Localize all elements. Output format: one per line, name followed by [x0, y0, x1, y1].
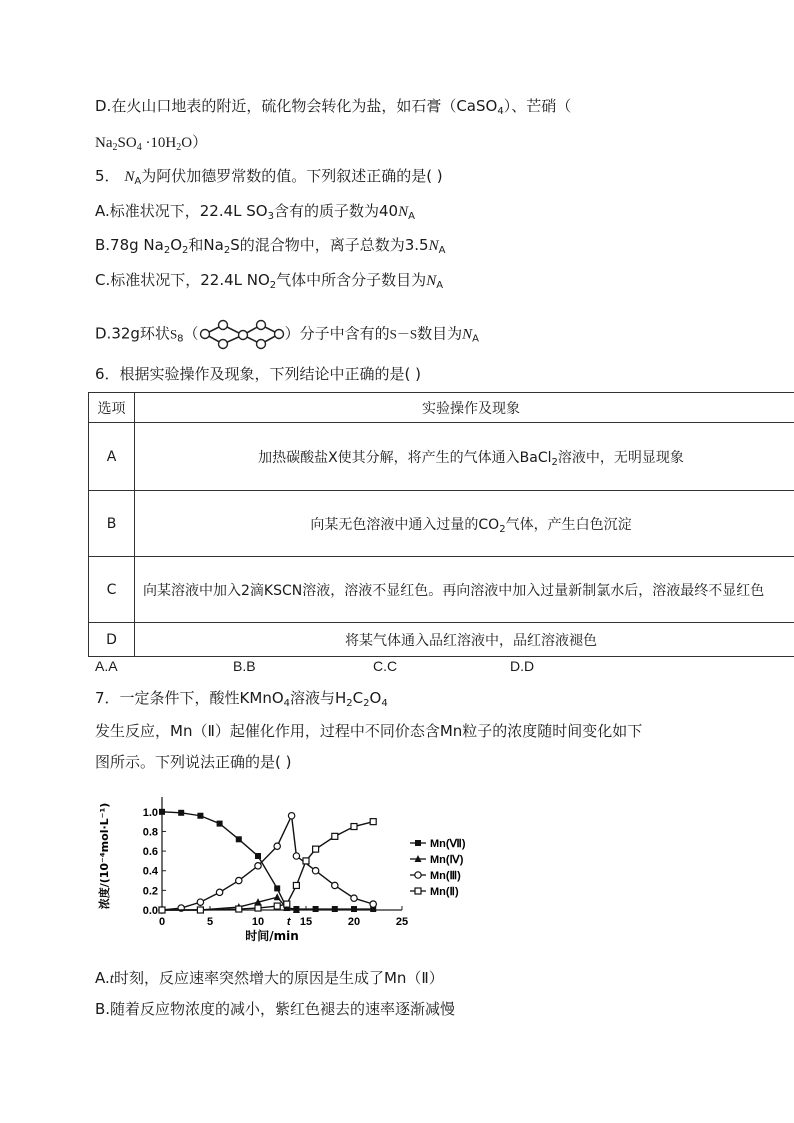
option-text: 气体中所含分子数目为 — [276, 271, 427, 289]
q7-stem-line3: 图所示。下列说法正确的是( ) — [95, 753, 292, 771]
x-tick-label: 5 — [206, 916, 214, 928]
subscript: 4 — [381, 698, 388, 709]
header-option: 选项 — [89, 393, 135, 423]
q5-option-a — [95, 201, 415, 222]
avogadro-symbol: N — [398, 204, 409, 220]
data-point — [288, 813, 294, 819]
row-text-part: 气体，产生白色沉淀 — [505, 516, 632, 533]
subscript: 2 — [499, 523, 506, 535]
y-tick-label: 0.6 — [142, 846, 158, 859]
subscript: 2 — [346, 698, 353, 709]
q4-option-d-text-2: ）、芒硝（ — [503, 97, 572, 115]
row-text — [135, 423, 794, 491]
data-point — [332, 833, 338, 839]
q4-option-d — [95, 96, 571, 116]
data-point — [274, 903, 280, 909]
data-point — [197, 899, 203, 905]
s8-ring-structure-icon — [199, 317, 285, 351]
data-point — [351, 906, 357, 912]
data-point — [255, 905, 261, 911]
avogadro-symbol: N — [428, 238, 439, 254]
data-point — [313, 906, 319, 912]
option-text: A. — [95, 969, 110, 987]
row-text-part: 向某无色溶液中通入过量的CO — [310, 516, 500, 533]
q5-option-c — [95, 270, 443, 291]
avogadro-symbol: N — [426, 273, 437, 289]
q7-option-b: B.随着反应物浓度的减小，紫红色褪去的速率逐渐减慢 — [95, 1000, 456, 1018]
subscript: 4 — [136, 142, 142, 153]
data-point — [332, 882, 338, 888]
series-line-3 — [162, 822, 373, 910]
row-label: C — [89, 557, 135, 623]
q4-option-d-text: D.在火山口地表的附近，硫化物会转化为盐，如石膏（CaSO — [95, 97, 498, 115]
choice-a: A.A — [95, 658, 118, 674]
subscript: A — [134, 176, 142, 187]
data-point — [197, 813, 203, 819]
legend-marker — [415, 888, 421, 894]
q5-stem — [95, 166, 443, 187]
x-axis-label: 时间/min — [245, 929, 299, 943]
y-tick-label: 0.4 — [142, 865, 158, 878]
question-text: O — [369, 689, 382, 707]
sulfur-symbol: S — [169, 326, 178, 342]
x-tick-label: 20 — [347, 916, 361, 928]
concentration-time-chart — [92, 785, 482, 960]
choice-d: D.D — [510, 658, 535, 674]
subscript: 4 — [497, 106, 504, 117]
subscript: 2 — [363, 698, 370, 709]
paren: ） — [284, 324, 300, 343]
data-point — [312, 868, 318, 874]
data-point — [236, 836, 242, 842]
subscript: 2 — [182, 245, 189, 256]
subscript: 2 — [269, 280, 277, 291]
subscript: 2 — [176, 142, 182, 153]
subscript: A — [408, 211, 415, 222]
option-text: D.32g环状 — [95, 324, 170, 343]
formula-part: Na — [95, 135, 113, 151]
formula-part: O） — [181, 135, 208, 151]
avogadro-symbol: N — [124, 169, 135, 185]
option-text: 分子中含有的 — [299, 324, 390, 343]
row-label: D — [89, 623, 135, 657]
option-text: C.标准状况下，22.4L NO — [95, 271, 270, 289]
x-tick-label: 15 — [299, 916, 313, 928]
table-row — [89, 423, 794, 491]
formula-part: ·10H — [141, 135, 177, 151]
data-point — [159, 907, 165, 913]
subscript: 8 — [177, 333, 184, 345]
x-tick-label: t — [286, 916, 291, 928]
choice-b: B.B — [233, 658, 256, 674]
subscript: A — [438, 245, 446, 256]
data-point — [313, 846, 319, 852]
subscript: 2 — [112, 142, 118, 153]
series-line-2 — [162, 816, 373, 910]
q7-option-a — [95, 968, 444, 989]
question-text: 为阿伏加德罗常数的值。下列叙述正确的是( ) — [141, 167, 443, 185]
data-point — [303, 858, 309, 864]
data-point — [197, 907, 203, 913]
data-point — [236, 906, 242, 912]
subscript: 2 — [223, 245, 231, 256]
subscript: 3 — [267, 211, 274, 222]
q5-option-b — [95, 235, 445, 256]
y-axis-label: 浓度/(10⁻⁴mol·L⁻¹) — [98, 802, 111, 910]
data-point — [351, 895, 357, 901]
option-text: S的混合物中，离子总数为3.5 — [230, 236, 429, 254]
data-point — [217, 821, 223, 827]
y-tick-label: 0.8 — [142, 826, 158, 839]
table-header-row — [89, 393, 794, 423]
data-point — [178, 810, 184, 816]
y-tick-label: 0.0 — [142, 905, 158, 917]
series-line-0 — [162, 812, 373, 909]
subscript: A — [436, 280, 444, 291]
data-point — [159, 809, 165, 815]
chart-legend — [410, 838, 466, 898]
option-text: 时刻，反应速率突然增大的原因是生成了Mn（Ⅱ） — [113, 969, 444, 987]
data-point — [370, 819, 376, 825]
q6-options-table — [88, 392, 794, 657]
legend-label: Mn(Ⅲ) — [430, 870, 461, 882]
table-row — [89, 623, 794, 657]
time-symbol: t — [109, 971, 114, 987]
chart-marks — [159, 809, 377, 913]
row-text — [135, 557, 794, 623]
data-point — [274, 885, 280, 891]
option-text: A.标准状况下，22.4L SO — [95, 202, 268, 220]
data-point — [332, 906, 338, 912]
bond-notation: S－S — [389, 326, 418, 342]
data-point — [255, 863, 261, 869]
data-point — [293, 853, 299, 859]
row-label: B — [89, 491, 135, 557]
option-text: 数目为 — [417, 324, 463, 343]
legend-label: Mn(Ⅶ) — [430, 838, 466, 850]
row-text-part: 溶液中，无明显现象 — [557, 449, 684, 466]
legend-label: Mn(Ⅳ) — [430, 854, 464, 866]
question-text: C — [352, 689, 364, 707]
data-point — [236, 877, 242, 883]
row-text — [135, 623, 794, 657]
subscript: A — [472, 333, 479, 345]
legend-marker — [415, 840, 421, 846]
question-text: 7．一定条件下，酸性KMnO — [95, 689, 284, 707]
q5-option-d — [95, 317, 479, 351]
q4-option-d-line2 — [95, 133, 207, 153]
data-point — [274, 843, 280, 849]
option-text: B.78g Na — [95, 236, 164, 254]
paren: （ — [183, 324, 199, 343]
x-tick-label: 0 — [158, 916, 166, 928]
legend-marker — [415, 872, 421, 878]
row-text-part: 加热碳酸盐X使其分解，将产生的气体通入BaCl — [258, 449, 552, 466]
option-text: 含有的质子数为40 — [274, 202, 399, 220]
subscript: 2 — [163, 245, 171, 256]
x-tick-label: 25 — [395, 916, 409, 928]
row-text-part: 将某气体通入品红溶液中，品红溶液褪色 — [345, 632, 597, 649]
question-text: 溶液与H — [290, 689, 347, 707]
data-point — [216, 889, 222, 895]
subscript: 2 — [551, 456, 558, 468]
data-point — [255, 853, 261, 859]
subscript: 4 — [283, 698, 291, 709]
q7-stem-line2: 发生反应，Mn（Ⅱ）起催化作用，过程中不同价态含Mn粒子的浓度随时间变化如下 — [95, 722, 643, 740]
option-text: 和Na — [188, 236, 224, 254]
data-point — [293, 882, 299, 888]
x-tick-label: 10 — [251, 916, 265, 928]
data-point — [370, 901, 376, 907]
q7-stem-line1 — [95, 688, 388, 708]
option-text: O — [170, 236, 183, 254]
y-tick-label: 0.2 — [142, 885, 158, 898]
formula-part: SO — [117, 135, 137, 151]
data-point — [351, 824, 357, 830]
table-row — [89, 557, 794, 623]
row-label: A — [89, 423, 135, 491]
table-row — [89, 491, 794, 557]
y-tick-label: 1.0 — [142, 806, 158, 819]
row-text — [135, 491, 794, 557]
row-text-part: 向某溶液中加入2滴KSCN溶液，溶液不显红色。再向溶液中加入过量新制氯水后，溶液最终不显红色 — [143, 582, 765, 599]
header-procedure: 实验操作及现象 — [135, 393, 794, 423]
q6-stem: 6．根据实验操作及现象，下列结论中正确的是( ) — [95, 365, 422, 383]
question-number: 5． — [95, 167, 120, 185]
choice-c: C.C — [373, 658, 398, 674]
avogadro-symbol: N — [462, 326, 473, 343]
legend-label: Mn(Ⅱ) — [430, 886, 459, 898]
data-point — [284, 901, 290, 907]
